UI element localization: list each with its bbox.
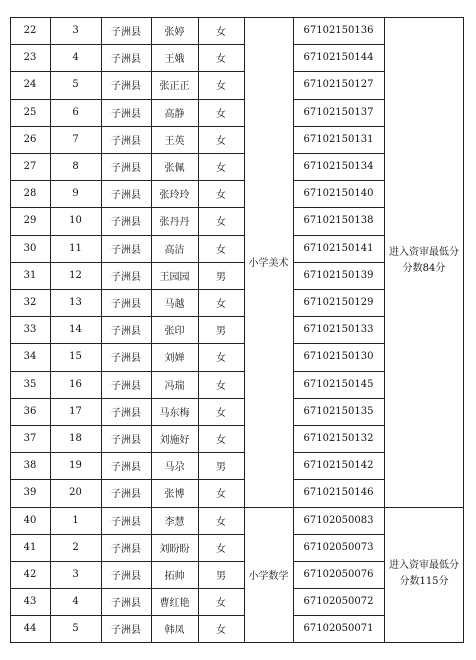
cell-gender: 女 [216,27,226,39]
grid-h-mid-15 [293,425,384,426]
cell-name: 王英 [164,135,185,147]
cell-name: 曹红艳 [159,598,190,610]
grid-h-1 [10,44,244,45]
cell-seq: 41 [23,541,37,553]
cell-seq: 42 [23,569,37,581]
grid-h-11 [10,316,244,317]
grid-h-mid-13 [293,371,384,372]
cell-county: 子洲县 [111,407,141,419]
cell-name: 王娥 [164,54,185,66]
cell-gender: 女 [216,135,226,147]
grid-h-21 [10,588,244,589]
cell-county: 子洲县 [111,625,141,637]
grid-v-2 [101,17,102,643]
cell-seq: 32 [23,297,37,309]
cell-name: 刘盼盼 [159,543,190,555]
grid-h-mid-4 [293,126,384,127]
grid-h-10 [10,289,244,290]
cell-seq: 38 [23,460,37,472]
cell-gender: 女 [216,407,226,419]
cell-gender: 男 [216,326,226,338]
cell-no: 4 [72,596,79,608]
cell-gender: 女 [216,81,226,93]
grid-h-9 [10,262,244,263]
cell-no: 20 [69,487,82,499]
cell-ticket: 67102050083 [303,514,374,526]
cell-county: 子洲县 [111,27,141,39]
cell-name: 李慧 [164,516,185,528]
cell-name: 张博 [164,489,185,501]
group-note-line2: 分数84分 [402,263,446,275]
cell-gender: 女 [216,380,226,392]
grid-h-13 [10,371,244,372]
cell-ticket: 67102150138 [303,215,374,227]
cell-name: 马东梅 [159,407,190,419]
cell-no: 2 [72,541,79,553]
score-table [10,17,464,643]
cell-seq: 36 [23,405,37,417]
grid-h-mid-5 [293,153,384,154]
grid-h-19 [10,534,244,535]
cell-name: 张婷 [164,27,185,39]
grid-h-mid-21 [293,588,384,589]
cell-no: 4 [72,52,79,64]
cell-gender: 女 [216,54,226,66]
cell-gender: 女 [216,299,226,311]
cell-gender: 女 [216,163,226,175]
cell-ticket: 67102050076 [303,569,374,581]
group-note-line1: 进入资审最低分 [389,560,459,572]
cell-no: 5 [72,79,79,91]
cell-gender: 女 [216,543,226,555]
cell-name: 张正正 [159,81,190,93]
grid-h-8 [10,235,244,236]
cell-seq: 37 [23,433,37,445]
cell-no: 13 [69,297,82,309]
cell-ticket: 67102150131 [303,133,374,145]
cell-seq: 23 [23,52,37,64]
grid-v-6 [293,17,294,643]
cell-no: 19 [69,460,82,472]
cell-no: 12 [69,269,82,281]
cell-name: 拓帅 [164,571,185,583]
cell-ticket: 67102150141 [303,242,374,254]
cell-county: 子洲县 [111,435,141,447]
grid-h-23 [10,642,464,643]
cell-county: 子洲县 [111,462,141,474]
cell-no: 3 [72,25,79,37]
cell-seq: 30 [23,242,37,254]
grid-v-1 [50,17,51,643]
grid-h-17 [10,479,244,480]
grid-h-mid-10 [293,289,384,290]
cell-ticket: 67102150129 [303,297,374,309]
cell-no: 17 [69,405,82,417]
cell-gender: 男 [216,271,226,283]
grid-h-15 [10,425,244,426]
cell-county: 子洲县 [111,543,141,555]
group-subject: 小学美术 [248,258,289,270]
grid-h-mid-17 [293,479,384,480]
grid-h-mid-20 [293,561,384,562]
cell-county: 子洲县 [111,217,141,229]
grid-h-7 [10,207,244,208]
cell-name: 韩凤 [164,625,185,637]
cell-seq: 43 [23,596,37,608]
cell-name: 张丹丹 [159,217,190,229]
grid-h-mid-1 [293,44,384,45]
cell-gender: 女 [216,516,226,528]
cell-gender: 女 [216,435,226,447]
cell-no: 5 [72,623,79,635]
grid-v-0 [10,17,11,643]
cell-seq: 26 [23,133,37,145]
cell-seq: 24 [23,79,37,91]
cell-ticket: 67102050072 [303,596,374,608]
cell-gender: 女 [216,108,226,120]
cell-county: 子洲县 [111,299,141,311]
cell-county: 子洲县 [111,516,141,528]
cell-county: 子洲县 [111,135,141,147]
cell-county: 子洲县 [111,244,141,256]
grid-v-3 [151,17,152,643]
cell-no: 10 [69,215,82,227]
cell-name: 马尕 [164,462,185,474]
cell-ticket: 67102150146 [303,487,374,499]
cell-county: 子洲县 [111,571,141,583]
grid-h-12 [10,343,244,344]
cell-county: 子洲县 [111,163,141,175]
cell-county: 子洲县 [111,353,141,365]
group-note-line1: 进入资审最低分 [389,247,459,259]
cell-seq: 31 [23,269,37,281]
cell-no: 18 [69,433,82,445]
cell-no: 9 [72,188,79,200]
grid-v-7 [384,17,385,643]
grid-h-mid-16 [293,452,384,453]
cell-seq: 33 [23,324,37,336]
cell-gender: 男 [216,571,226,583]
cell-seq: 44 [23,623,37,635]
cell-seq: 29 [23,215,37,227]
cell-name: 高静 [164,108,185,120]
cell-no: 7 [72,133,79,145]
cell-no: 15 [69,351,82,363]
cell-ticket: 67102150137 [303,106,374,118]
cell-seq: 22 [23,25,37,37]
cell-no: 14 [69,324,82,336]
cell-county: 子洲县 [111,190,141,202]
cell-ticket: 67102150136 [303,25,374,37]
grid-h-5 [10,153,244,154]
cell-county: 子洲县 [111,54,141,66]
grid-h-4 [10,126,244,127]
cell-ticket: 67102150142 [303,460,374,472]
cell-ticket: 67102150135 [303,405,374,417]
grid-v-5 [244,17,245,643]
cell-seq: 34 [23,351,37,363]
cell-name: 王园园 [159,271,190,283]
grid-h-mid-3 [293,99,384,100]
grid-h-16 [10,452,244,453]
grid-h-3 [10,99,244,100]
cell-ticket: 67102150145 [303,378,374,390]
cell-ticket: 67102150144 [303,52,374,64]
cell-ticket: 67102050073 [303,541,374,553]
cell-name: 刘施好 [159,435,190,447]
grid-h-14 [10,398,244,399]
grid-h-mid-22 [293,615,384,616]
cell-no: 6 [72,106,79,118]
cell-county: 子洲县 [111,489,141,501]
cell-ticket: 67102150134 [303,161,374,173]
cell-name: 刘婵 [164,353,185,365]
cell-seq: 39 [23,487,37,499]
cell-gender: 女 [216,489,226,501]
cell-name: 张印 [164,326,185,338]
cell-county: 子洲县 [111,326,141,338]
cell-ticket: 67102150140 [303,188,374,200]
cell-no: 16 [69,378,82,390]
grid-h-mid-6 [293,180,384,181]
cell-county: 子洲县 [111,380,141,392]
grid-h-0 [10,17,464,18]
cell-seq: 27 [23,161,37,173]
cell-name: 张玲玲 [159,190,190,202]
cell-name: 高洁 [164,244,185,256]
group-note-line2: 分数115分 [399,576,449,588]
grid-h-mid-9 [293,262,384,263]
grid-h-mid-2 [293,71,384,72]
cell-gender: 女 [216,353,226,365]
cell-county: 子洲县 [111,271,141,283]
cell-gender: 女 [216,190,226,202]
grid-h-2 [10,71,244,72]
cell-gender: 女 [216,598,226,610]
grid-h-mid-14 [293,398,384,399]
cell-ticket: 67102050071 [303,623,374,635]
cell-gender: 女 [216,625,226,637]
grid-h-mid-12 [293,343,384,344]
cell-gender: 女 [216,244,226,256]
grid-h-20 [10,561,244,562]
cell-no: 3 [72,569,79,581]
grid-h-mid-8 [293,235,384,236]
grid-v-8 [463,17,464,643]
grid-h-18 [10,507,464,508]
cell-seq: 28 [23,188,37,200]
grid-h-6 [10,180,244,181]
cell-gender: 女 [216,217,226,229]
cell-ticket: 67102150139 [303,269,374,281]
cell-no: 11 [69,242,82,254]
cell-seq: 40 [23,514,37,526]
cell-gender: 男 [216,462,226,474]
cell-ticket: 67102150133 [303,324,374,336]
cell-ticket: 67102150130 [303,351,374,363]
cell-no: 1 [72,514,79,526]
grid-v-4 [198,17,199,643]
cell-seq: 25 [23,106,37,118]
cell-no: 8 [72,161,79,173]
cell-ticket: 67102150132 [303,433,374,445]
cell-seq: 35 [23,378,37,390]
group-subject: 小学数学 [248,571,289,583]
cell-county: 子洲县 [111,598,141,610]
cell-ticket: 67102150127 [303,79,374,91]
grid-h-mid-19 [293,534,384,535]
cell-county: 子洲县 [111,108,141,120]
cell-county: 子洲县 [111,81,141,93]
grid-h-22 [10,615,244,616]
cell-name: 张佩 [164,163,185,175]
grid-h-mid-7 [293,207,384,208]
cell-name: 冯瑞 [164,380,185,392]
grid-h-mid-11 [293,316,384,317]
cell-name: 马越 [164,299,185,311]
